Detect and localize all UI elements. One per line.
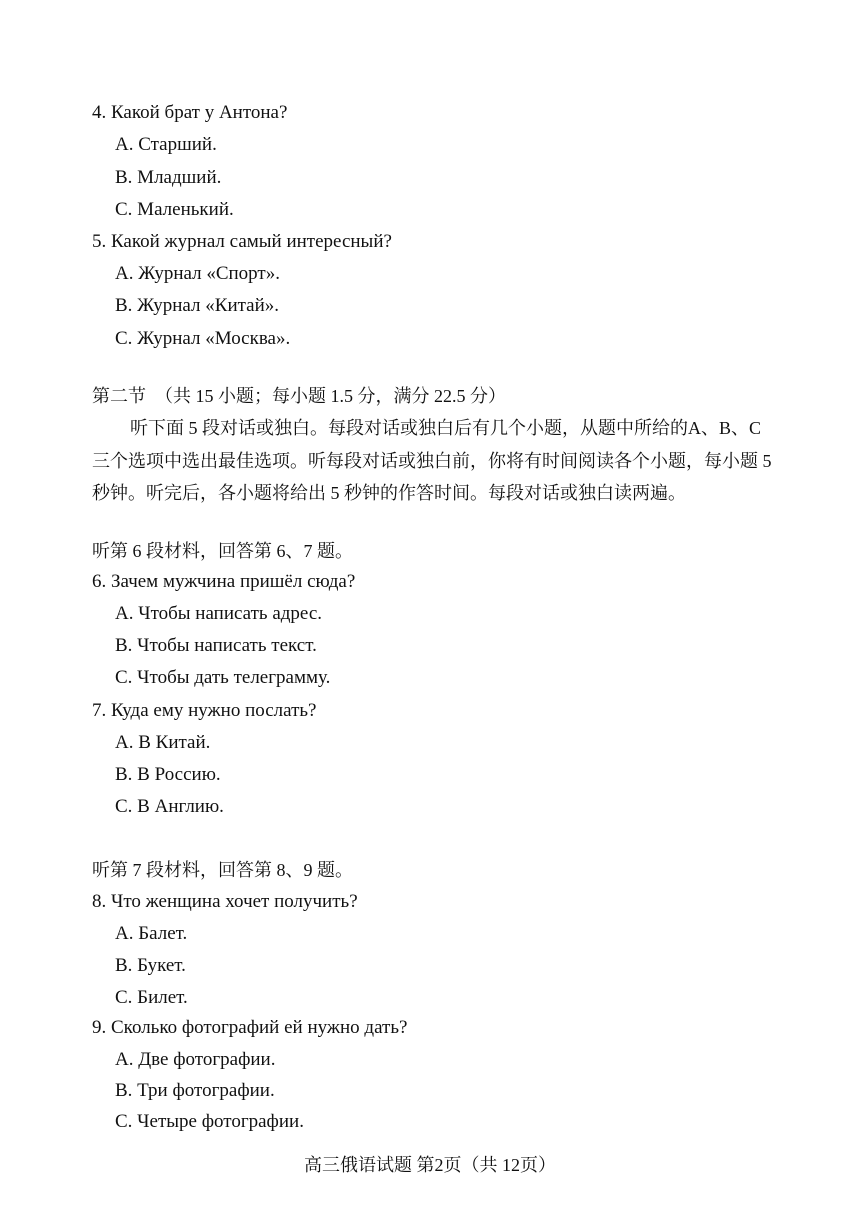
option-4b: В. Младший. (115, 167, 222, 188)
option-7a: А. В Китай. (115, 732, 211, 753)
group-7-heading: 听第 7 段材料，回答第 8、9 题。 (92, 860, 353, 880)
option-5c: С. Журнал «Москва». (115, 328, 291, 349)
option-8b: В. Букет. (115, 955, 186, 976)
question-8: 8. Что женщина хочет получить? (92, 891, 358, 912)
instructions-line-1: 听下面 5 段对话或独白。每段对话或独白后有几个小题，从题中所给的A、B、C (130, 418, 762, 438)
option-6a: А. Чтобы написать адрес. (115, 603, 323, 624)
option-7b: В. В Россию. (115, 764, 221, 785)
instructions-line-2: 三个选项中选出最佳选项。听每段对话或独白前，你将有时间阅读各个小题，每小题 5 (92, 451, 772, 471)
option-8a: А. Балет. (115, 923, 188, 944)
question-4: 4. Какой брат у Антона? (92, 102, 288, 123)
question-7: 7. Куда ему нужно послать? (92, 700, 317, 721)
question-6: 6. Зачем мужчина пришёл сюда? (92, 571, 356, 592)
option-5a: А. Журнал «Спорт». (115, 263, 280, 284)
question-5: 5. Какой журнал самый интересный? (92, 231, 392, 252)
instructions-line-3: 秒钟。听完后，各小题将给出 5 秒钟的作答时间。每段对话或独白读两遍。 (92, 483, 686, 503)
group-6-heading: 听第 6 段材料，回答第 6、7 题。 (92, 541, 353, 561)
option-5b: В. Журнал «Китай». (115, 295, 279, 316)
option-9a: А. Две фотографии. (115, 1049, 276, 1070)
option-4c: С. Маленький. (115, 199, 234, 220)
option-9c: С. Четыре фотографии. (115, 1111, 304, 1132)
page-footer: 高三俄语试题 第2页（共 12页） (304, 1155, 556, 1175)
option-7c: С. В Англию. (115, 796, 224, 817)
question-9: 9. Сколько фотографий ей нужно дать? (92, 1017, 408, 1038)
option-8c: С. Билет. (115, 987, 188, 1008)
option-6c: С. Чтобы дать телеграмму. (115, 667, 331, 688)
option-9b: В. Три фотографии. (115, 1080, 275, 1101)
option-4a: А. Старший. (115, 134, 217, 155)
section-2-heading: 第二节 （共 15 小题；每小题 1.5 分，满分 22.5 分） (92, 386, 506, 406)
option-6b: В. Чтобы написать текст. (115, 635, 317, 656)
